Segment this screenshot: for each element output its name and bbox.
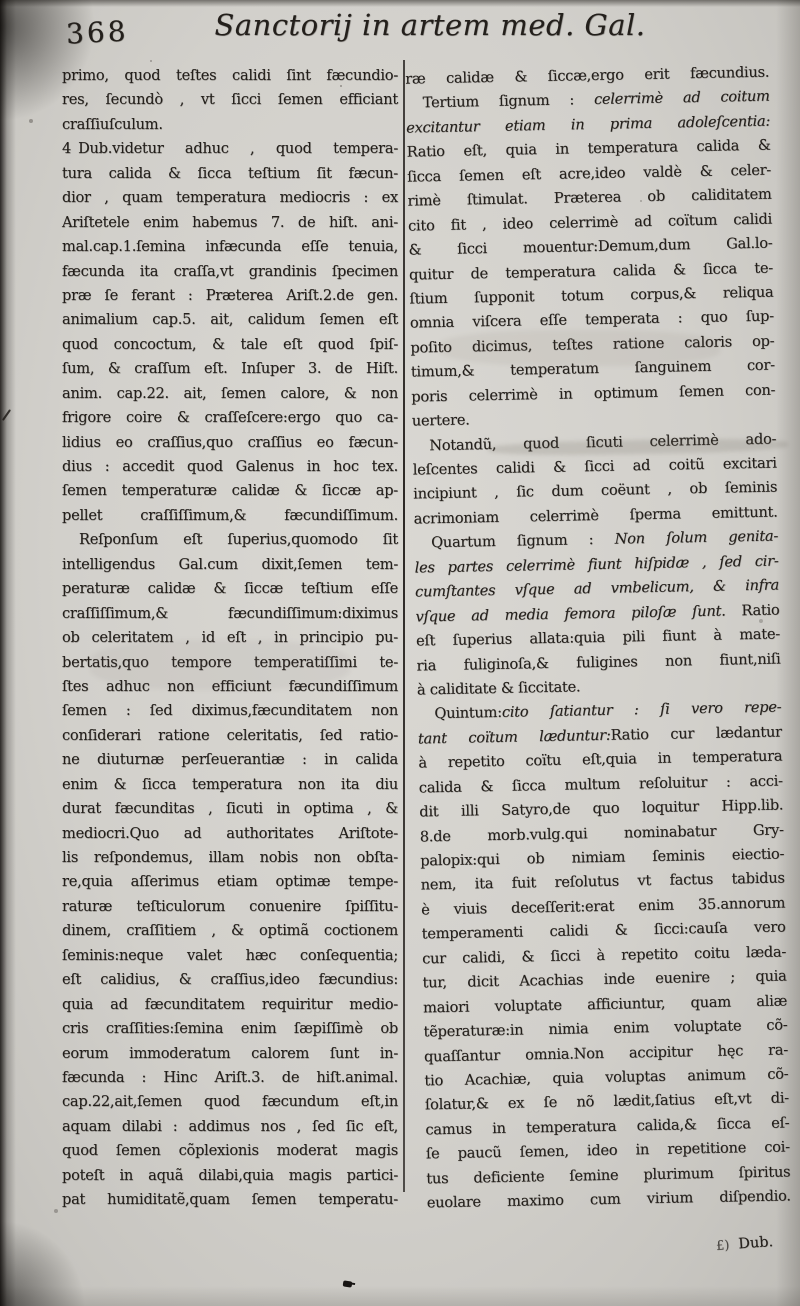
text-line — [62, 993, 398, 1017]
roman-text: temperamenti calidi & ſicci:cauſa vero — [421, 918, 786, 943]
catchword — [716, 1234, 774, 1254]
text-line — [62, 479, 398, 503]
roman-text: ſeminis:neque valet hæc conſequentia; — [62, 946, 398, 964]
text-line — [62, 162, 398, 186]
roman-text: Notandũ, quod ſicuti celerrimè ado- — [429, 430, 777, 454]
roman-text: cris craſſities:ſemina enim ſæpiſſimè ob — [62, 1020, 398, 1038]
paragraph — [62, 64, 398, 137]
roman-text: Reſponſum eſt ſuperius,quomodo ſit — [79, 531, 398, 549]
roman-text: ne diuturnæ perſeuerantiæ : in calida — [62, 751, 398, 769]
roman-text: Ratio — [725, 601, 780, 620]
roman-text: quod concoctum, & tale eſt quod ſpiſ- — [62, 335, 398, 353]
roman-text: intelligendus Gal.cum dixit,ſemen tem- — [62, 555, 398, 573]
text-line — [62, 235, 398, 259]
text-line — [62, 748, 398, 772]
roman-text: aquam dilabi : addimus nos , ſed ſic eſt, — [62, 1117, 398, 1135]
text-line — [62, 308, 398, 332]
roman-text: Ariſtetele enim habemus 7. de hiſt. ani- — [62, 213, 398, 231]
roman-text: è viuis deceſſerit:erat enim 35.annorum — [421, 894, 786, 919]
text-line — [62, 504, 398, 528]
italic-text: les partes celerrimè fiunt hiſpidæ , ſed cir- — [414, 552, 779, 577]
text-line — [62, 284, 398, 308]
text-line — [62, 724, 398, 748]
roman-text: dius : accedit quod Galenus in hoc tex. — [62, 458, 398, 475]
roman-text: tus deficiente ſemine plurimum ſpiritus — [426, 1163, 791, 1188]
roman-text: ob celeritatem , id eſt , in principio pu- — [62, 629, 398, 647]
text-line — [62, 137, 398, 161]
text-line — [62, 699, 398, 723]
roman-text: maiori voluptate afficiuntur, quam aliæ — [422, 992, 788, 1017]
roman-text: timum,& temperatum ſanguinem cor- — [410, 356, 775, 381]
catchword-text: Dub. — [737, 1234, 774, 1253]
text-line — [62, 846, 398, 870]
signature-mark: £) — [715, 1238, 730, 1254]
ink-blot — [343, 1280, 353, 1287]
text-line — [62, 382, 398, 406]
roman-text: euolare maximo cum virium diſpendio. — [426, 1187, 791, 1212]
italic-text: excitantur etiam in prima adoleſcentia: — [406, 112, 771, 137]
bleedthrough-smudge — [440, 330, 720, 366]
text-line — [62, 431, 398, 455]
paragraph — [417, 696, 791, 1216]
roman-text: quia ad fæcunditatem requiritur medio- — [62, 995, 398, 1013]
text-line — [62, 773, 398, 797]
paper-specks — [0, 0, 2, 2]
text-line — [62, 88, 398, 112]
roman-text: tẽperaturæ:in nimia enim voluptate cõ- — [423, 1016, 788, 1041]
text-line — [62, 602, 398, 626]
roman-text: cap.22,ait,ſemen quod fæcundum eſt,in — [62, 1093, 398, 1111]
roman-text: cur calidi, & ſicci à repetito coitu læda- — [421, 943, 787, 968]
roman-text: Ratio cur lædantur — [610, 723, 782, 744]
roman-text: dinem, craſſitiem , & optimã coctionem — [62, 922, 398, 940]
roman-text: leſcentes calidi & ſicci ad coitũ excitari — [412, 454, 777, 479]
roman-text: animalium cap.5. ait, calidum ſemen eſt — [62, 311, 398, 329]
text-line — [62, 1139, 398, 1163]
roman-text: incipiunt , ſic dum coëunt , ob ſeminis — [413, 478, 778, 503]
italic-text: vſque ad media femora piloſæ ſunt. — [415, 602, 726, 626]
roman-text: Tertium ſignum : — [422, 91, 595, 112]
roman-text: craſſiuſculum. — [62, 115, 163, 133]
bleedthrough-smudge — [90, 640, 350, 690]
roman-text: eorum immoderatum calorem ſunt in- — [62, 1044, 398, 1062]
text-line — [62, 64, 398, 88]
roman-text: uertere. — [411, 411, 470, 430]
text-line — [62, 211, 398, 235]
roman-text: conſiderari ratione celeritatis, ſed ratio- — [62, 726, 398, 744]
roman-text: ria fuliginoſa,& fuligines non fiunt,niſi — [416, 650, 781, 674]
text-line — [62, 1066, 398, 1090]
roman-text: ſolatur,& ex ſe nõ lædit,ſatius eſt,vt di- — [424, 1089, 790, 1114]
roman-text: omnia viſcera eſſe temperata : quo ſup- — [409, 307, 775, 332]
text-line — [62, 895, 398, 919]
text-line — [62, 1090, 398, 1114]
roman-text: poris celerrimè in optimum ſemen con- — [411, 381, 776, 406]
roman-text: lis reſpondemus, illam nobis non obſta- — [62, 849, 398, 866]
roman-text: craſſiſſimum,& fæcundiſſimum:diximus — [62, 604, 398, 622]
roman-text: ſicca ſemen eſt acre,ideo valdè & celer- — [406, 161, 772, 186]
roman-text: 8.de morb.vulg.qui nominabatur Gry- — [419, 821, 784, 846]
roman-text: bertatis,quo tempore temperatiſſimi te- — [62, 653, 398, 671]
roman-text: Ratio eſt, quia in temperatura calida & — [406, 136, 771, 161]
roman-text: pat humiditatẽ,quam ſemen temperatu- — [62, 1191, 398, 1209]
roman-text: fæcunda ita craſſa,vt grandinis ſpecimen — [62, 262, 398, 280]
roman-text: lidius eo craſſius,quo craſſius eo fæcun- — [62, 433, 398, 451]
text-line — [62, 1115, 398, 1139]
text-line — [62, 1017, 398, 1041]
roman-text: eſt ſuperius allata:quia pili fiunt à mate- — [415, 625, 781, 650]
text-line — [62, 553, 398, 577]
roman-text: calida & ſicca multum reſoluitur : acci- — [418, 772, 783, 797]
roman-text: tur, dicit Acachias inde euenire ; quia — [422, 967, 787, 992]
roman-text: mediocri.Quo ad authoritates Ariſtote- — [62, 824, 398, 842]
running-title: Sanctorij in artem med. Gal. — [214, 8, 646, 42]
roman-text: nem, ita fuit reſolutus vt factus tabidus — [420, 869, 785, 894]
roman-text: ſemen temperaturæ calidæ & ſiccæ ap- — [62, 482, 398, 500]
roman-text: dior , quam temperatura mediocris : ex — [62, 189, 398, 207]
text-line — [62, 260, 398, 284]
italic-text: Non ſolum genita- — [614, 527, 779, 548]
roman-text: primo, quod teſtes calidi ſint fæcundio- — [62, 67, 398, 84]
roman-text: ſe paucũ ſemen, ideo in repetitione coi- — [425, 1138, 790, 1163]
roman-text: frigore coire & craſſeſcere:ergo quo ca- — [62, 409, 398, 427]
roman-text: tura calida & ſicca teſtium ſit fæcun- — [62, 164, 398, 182]
roman-text: à repetito coïtu eſt,quia in temperatura — [418, 747, 783, 772]
margin-stray-mark — [2, 409, 11, 421]
text-column-left — [62, 64, 398, 1213]
text-line — [62, 1188, 398, 1212]
italic-text: celerrimè ad coitum — [593, 88, 770, 109]
roman-text: acrimoniam celerrimè ſperma emittunt. — [413, 503, 778, 528]
page-number: 368 — [65, 14, 130, 51]
text-line — [62, 113, 398, 137]
roman-text: eſt calidius, & craſſius,ideo fæcundius: — [62, 971, 398, 989]
text-line — [62, 406, 398, 430]
roman-text: à caliditate & ſiccitate. — [416, 678, 581, 699]
roman-text: poſito dicimus, teſtes ratione caloris op- — [410, 332, 775, 357]
italic-text: cito ſatiantur : ſi vero repe- — [501, 698, 782, 722]
text-line — [62, 455, 398, 479]
roman-text: ræ calidæ & ſiccæ,ergo erit fæcundius. — [405, 63, 770, 88]
text-line — [62, 1042, 398, 1066]
roman-text: ſemen : ſed diximus,fæcunditatem non — [62, 702, 398, 720]
roman-text: Quintum: — [434, 704, 503, 723]
text-line — [62, 968, 398, 992]
text-line — [62, 822, 398, 846]
roman-text: re,quia aſſerimus etiam optimæ tempe- — [62, 873, 398, 891]
roman-text: ſum, & craſſum eſt. Inſuper 3. de Hiſt. — [62, 360, 398, 378]
roman-text: quitur de temperatura calida & ſicca te- — [408, 259, 774, 284]
roman-text: camus in temperatura calida,& ſicca eſ- — [425, 1114, 790, 1139]
roman-text: & ſicci mouentur:Demum,dum Gal.lo- — [408, 234, 773, 259]
paragraph — [62, 137, 398, 528]
text-line — [62, 577, 398, 601]
column-divider-rule — [403, 60, 405, 1192]
roman-text: peraturæ calidæ & ſiccæ teſtium eſſe — [62, 580, 398, 598]
roman-text: 4 Dub.videtur adhuc , quod tempera- — [62, 140, 398, 158]
text-line — [62, 797, 398, 821]
roman-text: ſtium ſupponit totum corpus,& reliqua — [409, 283, 774, 308]
roman-text: Quartum ſignum : — [430, 530, 615, 552]
roman-text: res, ſecundò , vt ſicci ſemen efficiant — [62, 91, 398, 109]
roman-text: quod ſemen cõplexionis moderat magis — [62, 1142, 398, 1160]
roman-text: pellet craſſiſſimum,& fæcundiſſimum. — [62, 506, 398, 524]
text-line — [62, 357, 398, 381]
italic-text: cumſtantes vſque ad vmbelicum, & infra — [414, 576, 780, 601]
roman-text: anim. cap.22. ait, ſemen calore, & non — [62, 384, 398, 402]
text-column-right — [405, 61, 791, 1216]
roman-text: rimè ſtimulat. Præterea ob caliditatem — [407, 185, 772, 210]
roman-text: palopix:qui ob nimiam ſeminis eiectio- — [420, 845, 785, 870]
roman-text: durat fæcunditas , ſicuti in optima , & — [62, 800, 398, 818]
roman-text: cito fit , ideo celerrimè ad coïtum calidi — [407, 210, 773, 235]
roman-text: enim & ſicca temperatura non ita diu — [62, 775, 398, 793]
roman-text: dit illi Satyro,de quo loquitur Hipp.lib. — [419, 796, 784, 821]
roman-text: mal.cap.1.ſemina infæcunda eſſe tenuia, — [62, 238, 398, 256]
roman-text: præ ſe ferant : Præterea Ariſt.2.de gen. — [62, 286, 398, 304]
roman-text: raturæ teſticulorum conuenire ſpiſſitu- — [62, 897, 398, 915]
italic-text: tant coïtum læduntur: — [417, 726, 611, 748]
text-line — [62, 870, 398, 894]
text-line — [62, 919, 398, 943]
roman-text: ſtes adhuc non efficiunt fæcundiſſimum — [62, 677, 398, 695]
roman-text: quaſſantur omnia.Non accipitur hęc ra- — [423, 1040, 789, 1065]
text-line — [62, 333, 398, 357]
roman-text: fæcunda : Hinc Ariſt.3. de hiſt.animal. — [62, 1068, 398, 1086]
paragraph — [414, 525, 781, 703]
roman-text: poteſt in aquã dilabi,quia magis partici- — [62, 1166, 398, 1184]
paragraph — [405, 85, 776, 434]
text-line — [62, 528, 398, 552]
paragraph — [62, 528, 398, 1212]
text-line — [62, 1164, 398, 1188]
text-line — [62, 944, 398, 968]
roman-text: tio Acachiæ, quia voluptas animum cõ- — [424, 1065, 789, 1090]
text-line — [62, 186, 398, 210]
